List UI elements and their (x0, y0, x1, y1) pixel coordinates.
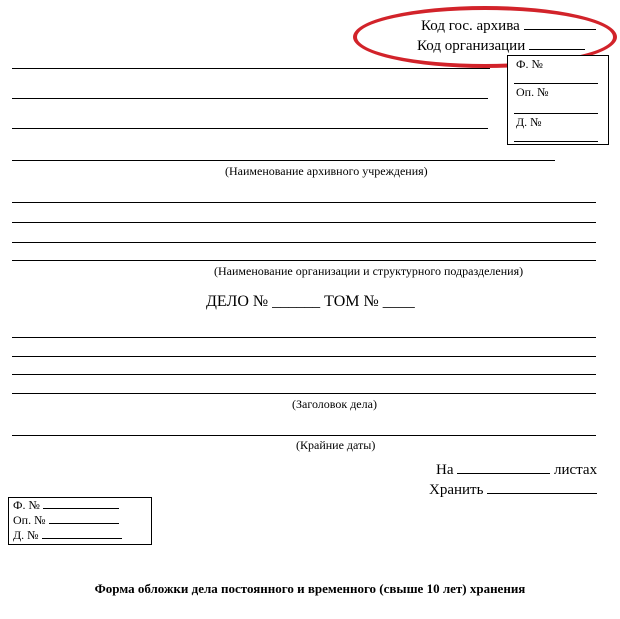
bottom-delo-row: Д. № (13, 528, 122, 543)
archive-code-label: Код гос. архива (421, 17, 596, 35)
bottom-fond-row: Ф. № (13, 498, 119, 513)
tom-label: ТОМ № (324, 293, 379, 310)
heading-line-3[interactable] (12, 374, 596, 375)
stamp-box (507, 55, 609, 145)
org-code-label: Код организации (417, 37, 585, 55)
bottom-opis-row: Оп. № (13, 513, 119, 528)
bottom-fond-blank[interactable] (43, 498, 119, 509)
keep-row (429, 481, 597, 499)
tom-number-blank[interactable]: ____ (382, 293, 415, 310)
delo-number-blank[interactable]: ______ (272, 293, 321, 310)
delo-label: ДЕЛО № (206, 293, 269, 310)
stamp-delo-line[interactable] (514, 141, 598, 142)
archive-institution-caption: (Наименование архивного учреждения) (225, 164, 428, 178)
sheets-count-row (436, 461, 597, 479)
org-line-2[interactable] (12, 222, 596, 223)
case-number-line (206, 293, 415, 311)
archive-name-line-1[interactable] (12, 68, 490, 69)
form-caption: Форма обложки дела постоянного и временного (свыше 10 лет) хранения (94, 581, 526, 596)
date-range-caption: (Крайние даты) (296, 438, 376, 452)
heading-line-1[interactable] (12, 337, 596, 338)
sheets-label: листах (554, 462, 598, 478)
bottom-opis-blank[interactable] (49, 513, 119, 524)
archive-name-line-3[interactable] (12, 128, 488, 129)
keep-period-blank[interactable] (487, 481, 597, 494)
bottom-stamp-box (8, 497, 152, 545)
case-heading-caption: (Заголовок дела) (292, 397, 377, 411)
archive-name-line-2[interactable] (12, 98, 488, 99)
org-line-4[interactable] (12, 260, 596, 261)
sheets-on-label: На (436, 462, 454, 478)
org-line-1[interactable] (12, 202, 596, 203)
heading-line-2[interactable] (12, 356, 596, 357)
keep-label: Хранить (429, 482, 484, 498)
stamp-fond-label: Ф. № (516, 57, 543, 71)
sheets-count-blank[interactable] (457, 461, 550, 474)
heading-line-4[interactable] (12, 393, 596, 394)
stamp-opis-line[interactable] (514, 113, 598, 114)
stamp-fond-line[interactable] (514, 83, 598, 84)
org-line-3[interactable] (12, 242, 596, 243)
date-range-line[interactable] (12, 435, 596, 436)
bottom-delo-blank[interactable] (42, 528, 122, 539)
stamp-delo-label: Д. № (516, 115, 542, 129)
organization-unit-caption: (Наименование организации и структурного подразделения) (214, 264, 524, 278)
archive-name-line-4[interactable] (12, 160, 555, 161)
stamp-opis-label: Оп. № (516, 85, 549, 99)
